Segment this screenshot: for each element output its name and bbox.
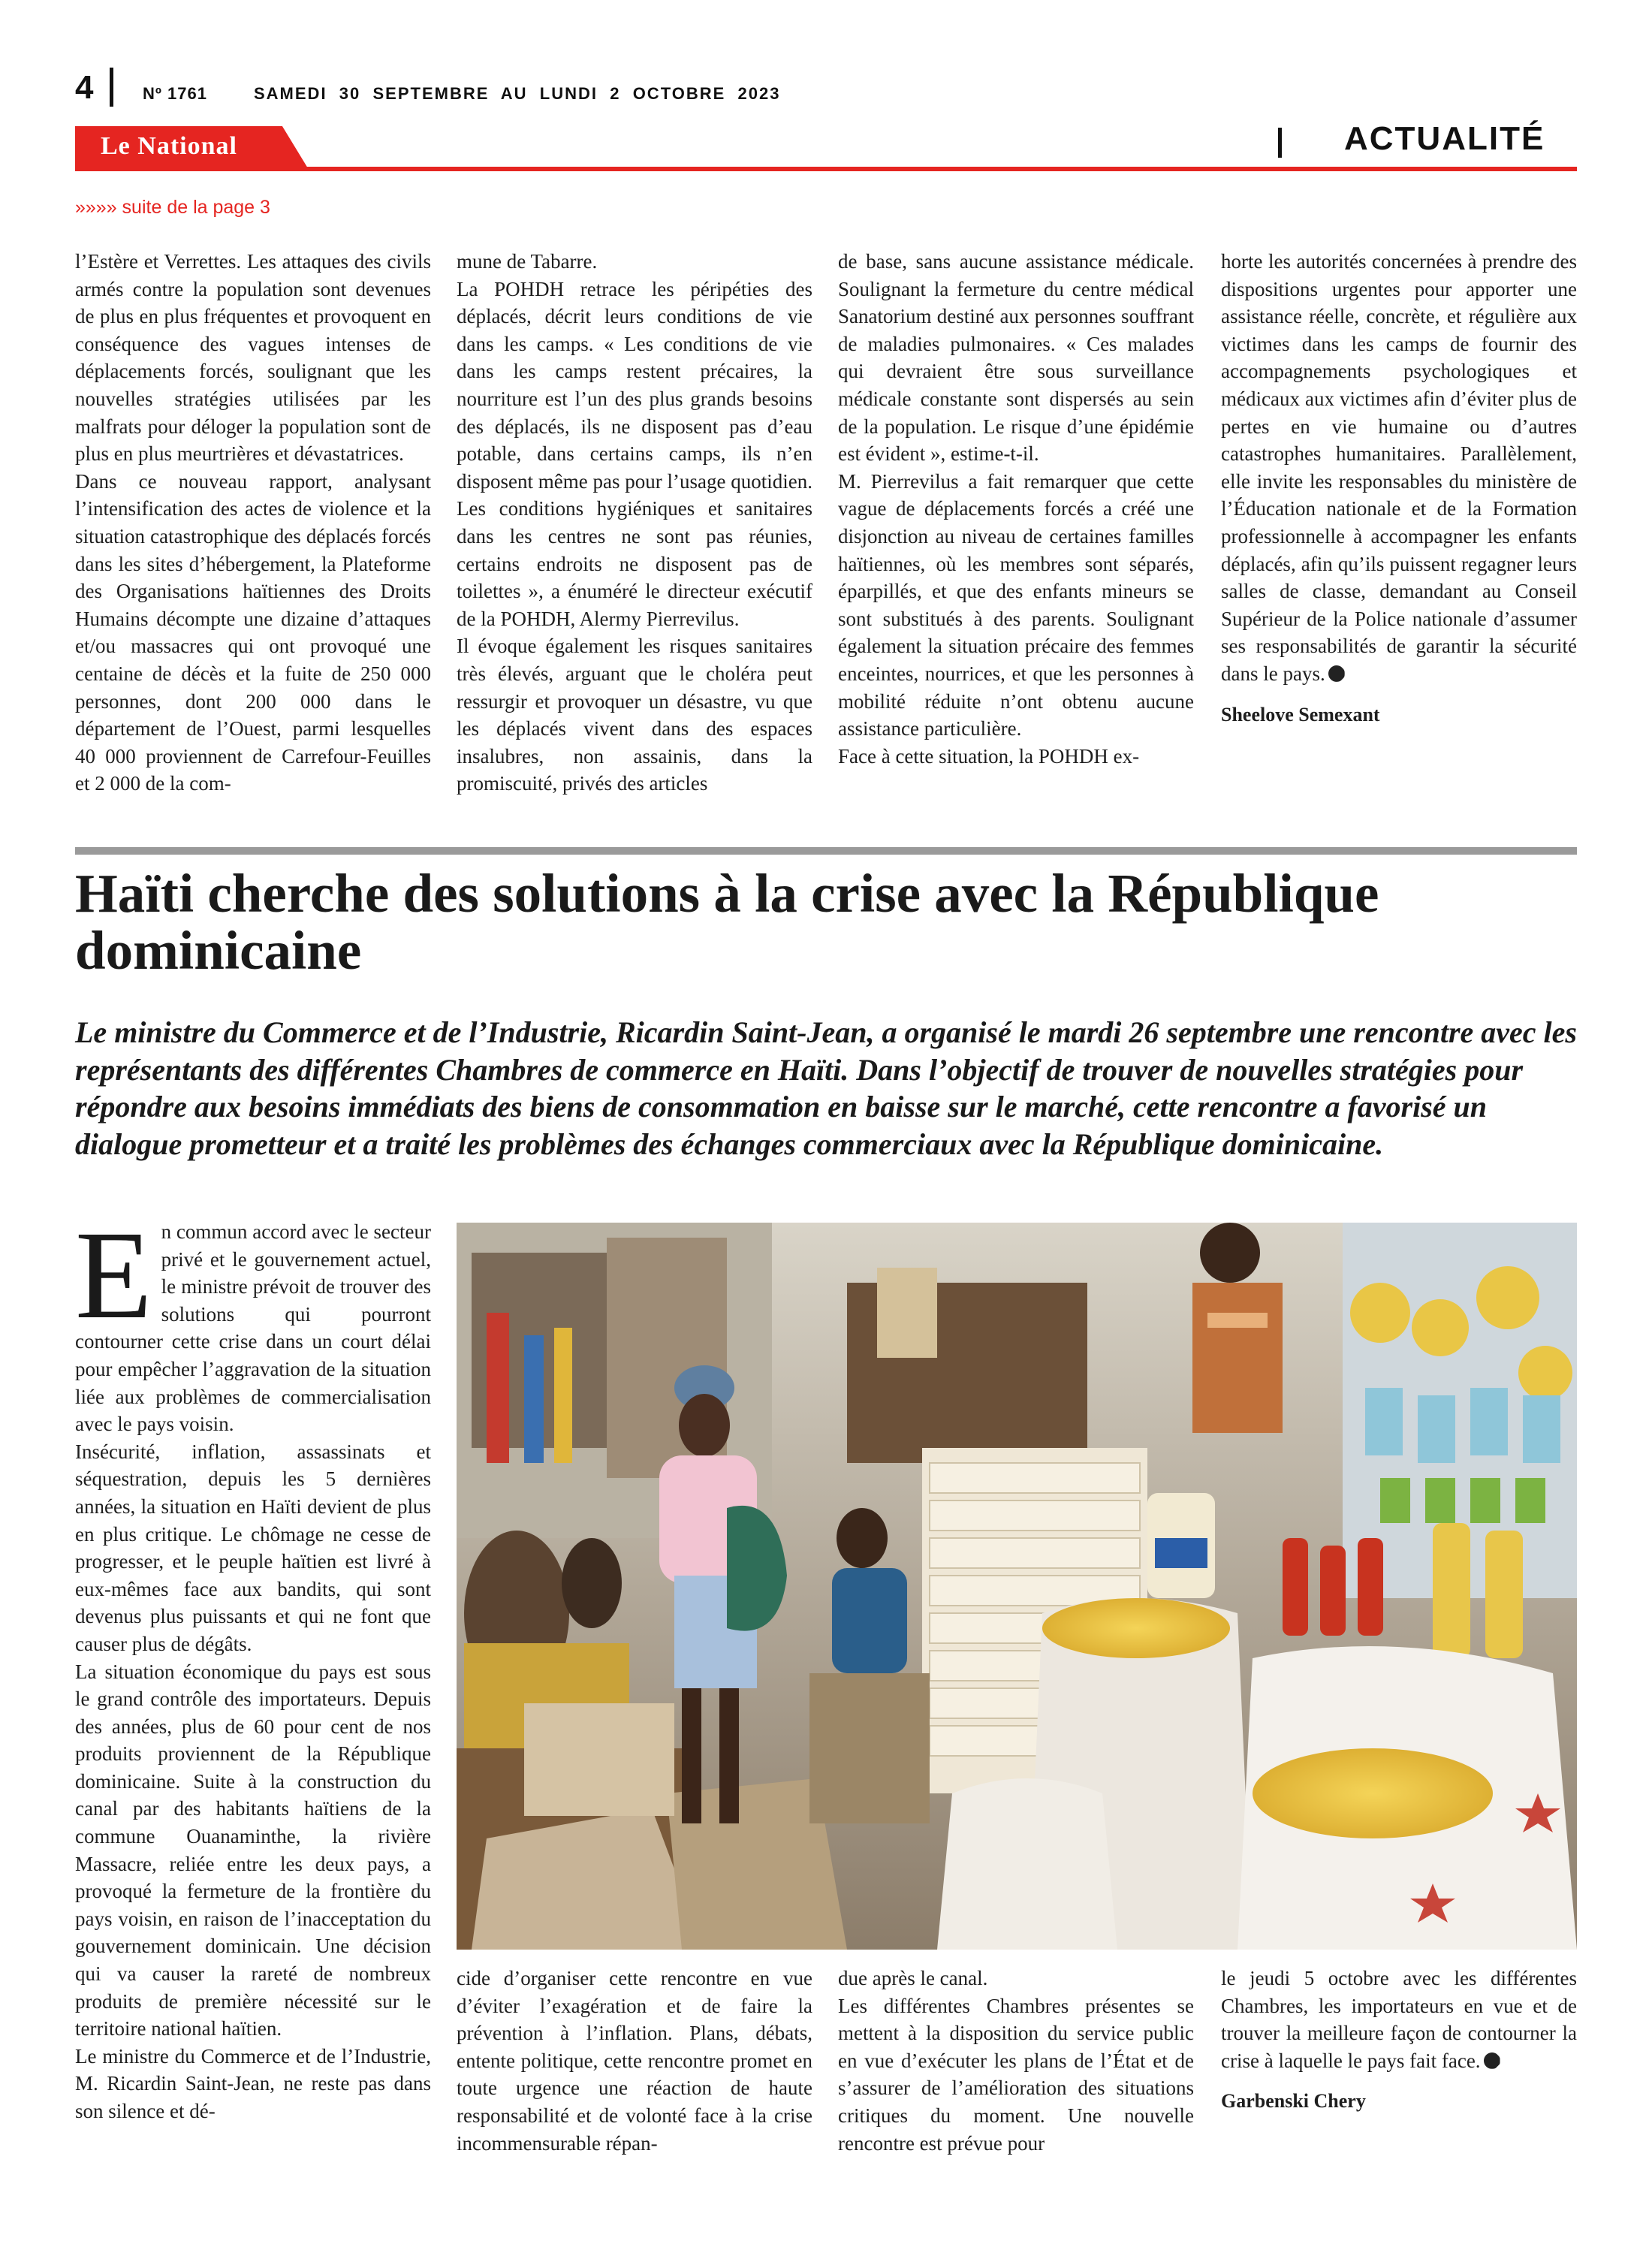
author-signature: Garbenski Chery bbox=[1221, 2090, 1366, 2113]
market-photo bbox=[457, 1223, 1577, 1950]
top-article-col-4 bbox=[1221, 248, 1577, 728]
paragraph: La situation économique du pays est sous le grand contrôle des importateurs. Depuis des années, plus de 60 pour cent de nos produits proviennent de la République dominicaine. Suite à la construction du canal par des habitants haïtiens de la commune Ouanaminthe, la rivière Massacre, reliée entre les deux pays, a provoqué la fermeture de la frontière du pays voisin, en raison de l’inacceptation du gouvernement dominicain. Une décision qui va causer la rareté de nombreux produits de première nécessité sur le territoire national haïtien. bbox=[75, 1660, 431, 2040]
section-divider bbox=[1278, 128, 1282, 158]
drop-cap: E bbox=[75, 1205, 152, 1345]
paragraph: Les différentes Chambres présentes se mettent à la disposition du service public en vue d’exécuter les plans de l’État et de s’assurer de l’amélioration des situations critiques du moment. Une nouvelle rencontre est prévue pour bbox=[838, 1994, 1194, 2155]
page-number-divider bbox=[110, 68, 113, 107]
end-mark-icon bbox=[1328, 665, 1345, 682]
paragraph-text: horte les autorités concernées à prendre des dispositions urgentes pour apporter une assistance réelle, concrète, et régulière aux victimes dans les camps de fournir des accompagnements psychologiques et médicaux aux victimes afin d’éviter plus de pertes en vie humaine ou d’autres catastrophes humanitaires. Parallèlement, elle invite les responsables du ministère de l’Éducation nationale et de la Formation professionnelle à accompagner les enfants déplacés, afin qu’ils puissent regagner leurs salles de classe, demandant au Conseil Supérieur de la Police nationale d’assumer ses responsabilités de garantir la sécurité dans le pays. bbox=[1221, 250, 1577, 685]
market-scene-image bbox=[457, 1223, 1577, 1950]
paragraph-text: le jeudi 5 octobre avec les différentes Chambres, les importateurs en vue et de trouver la meilleure façon de contourner la crise à laquelle le pays fait face. bbox=[1221, 1967, 1577, 2072]
paragraph: due après le canal. bbox=[838, 1967, 988, 1989]
main-article-col-1 bbox=[75, 1205, 431, 2125]
paragraph: Insécurité, inflation, assassinats et séquestration, depuis les 5 dernières années, la situation en Haïti devient de plus en plus critique. Le chômage ne cesse de progresser, et le peuple haïtien est livré à eux-mêmes face aux bandits, qui sont devenus plus puissants et qui ne font que causer plus de dégâts. bbox=[75, 1440, 431, 1655]
top-article-col-2 bbox=[457, 248, 812, 798]
main-article-col-3 bbox=[838, 1965, 1194, 2157]
paragraph: mune de Tabarre. bbox=[457, 250, 598, 273]
header-rule bbox=[75, 167, 1577, 171]
end-mark-icon bbox=[1484, 2052, 1500, 2069]
article-separator bbox=[75, 847, 1577, 855]
paragraph: de base, sans aucune assistance médicale. Soulignant la fermeture du centre médical Sanatorium destiné aux personnes souffrant de maladies pulmonaires. « Ces malades qui devraient être sous surveillance médicale constante sont dispersés au sein de la population. Le risque d’une épidémie est évident », estime-t-il. bbox=[838, 250, 1194, 466]
paragraph: Le ministre du Commerce et de l’Industrie, M. Ricardin Saint-Jean, ne reste pas dans son silence et dé- bbox=[75, 2044, 431, 2122]
paragraph bbox=[75, 1205, 431, 1438]
top-article-col-1 bbox=[75, 248, 431, 798]
article-lead: Le ministre du Commerce et de l’Industrie, Ricardin Saint-Jean, a organisé le mardi 26 septembre une rencontre avec les représentants des différentes Chambres de commerce en Haïti. Dans l’objectif de trouver de nouvelles stratégies pour répondre aux besoins immédiats des biens de consommation en baisse sur le marché, cette rencontre a favorisé un dialogue prometteur et a traité les problèmes des échanges commerciaux avec la République dominicaine. bbox=[75, 1015, 1577, 1161]
paragraph bbox=[1221, 1965, 1577, 2074]
article-headline: Haïti cherche des solutions à la crise avec la République dominicaine bbox=[75, 863, 1379, 981]
paragraph: La POHDH retrace les péripéties des déplacés, décrit leurs conditions de vie dans les camps. « Les conditions de vie dans les camps restent précaires, la nourriture est l’un des plus grands besoins des déplacés, ils ne disposent pas d’eau potable, dans certains camps, ils n’en disposent même pas pour l’usage quotidien. Les conditions hygiéniques et sanitaires dans les centres ne sont pas réunies, certains endroits ne disposent pas de toilettes », a énuméré le directeur exécutif de la POHDH, Alermy Pierrevilus. bbox=[457, 277, 812, 630]
page-number: 4 bbox=[75, 69, 94, 106]
paragraph: Il évoque également les risques sanitaires très élevés, arguant que le choléra peut ressurgir et provoquer un désastre, vu que les déplacés vivent dans des espaces insalubres, non assainis, dans la promiscuité, privés des articles bbox=[457, 635, 812, 795]
paragraph: l’Estère et Verrettes. Les attaques des civils armés contre la population sont devenues de plus en plus fréquentes et provoquent en conséquence des vagues intenses de déplacements forcés, soulignant que les nouvelles stratégies utilisées par les malfrats pour déloger la population sont de plus en plus meurtrières et dévastatrices. bbox=[75, 250, 431, 466]
continued-from-link[interactable]: »»»» suite de la page 3 bbox=[75, 197, 270, 218]
section-title: ACTUALITÉ bbox=[1344, 120, 1545, 157]
paragraph-text: n commun accord avec le secteur privé et le gouvernement actuel, le ministre prévoit de trouver des solutions qui pourront contourner cette crise dans un court délai pour empêcher l’aggravation de la situation liée aux problèmes de commercialisation avec le pays voisin. bbox=[75, 1220, 431, 1436]
paragraph: Dans ce nouveau rapport, analysant l’intensification des actes de violence et la situation catastrophique des déplacés forcés dans les sites d’hébergement, la Plateforme des Organisations haïtiennes des Droits Humains décompte une dizaine d’attaques et/ou massacres qui ont provoqué une centaine de décès et la fuite de 250 000 personnes, dont 200 000 dans le département de l’Ouest, parmi lesquelles 40 000 proviennent de Carrefour-Feuilles et 2 000 de la com- bbox=[75, 469, 431, 795]
paragraph: Face à cette situation, la POHDH ex- bbox=[838, 744, 1140, 768]
top-article-col-3 bbox=[838, 248, 1194, 770]
main-article-col-4 bbox=[1221, 1965, 1577, 2116]
paragraph bbox=[1221, 248, 1577, 688]
paragraph: cide d’organiser cette rencontre en vue d’éviter l’exagération et de faire la prévention à l’inflation. Plans, débats, entente politique, cette rencontre promet en toute urgence une réaction de haute responsabilité et de volonté face à la crise incommensurable répan- bbox=[457, 1967, 812, 2155]
issue-date: SAMEDI 30 SEPTEMBRE AU LUNDI 2 OCTOBRE 2023 bbox=[254, 84, 781, 103]
author-signature: Sheelove Semexant bbox=[1221, 703, 1380, 725]
main-article-col-2 bbox=[457, 1965, 812, 2157]
brand-name: Le National bbox=[101, 132, 237, 160]
paragraph: M. Pierrevilus a fait remarquer que cette vague de déplacements forcés a créé une disjonction au niveau de certaines familles haïtiennes, où les membres sont séparés, éparpillés, et que des enfants mineurs se sont substitués à des parents. Soulignant également la situation précaire des femmes enceintes, nourrices, et que les personnes à mobilité réduite n’ont obtenu aucune assistance particulière. bbox=[838, 469, 1194, 740]
issue-number: Nº 1761 bbox=[143, 84, 207, 103]
